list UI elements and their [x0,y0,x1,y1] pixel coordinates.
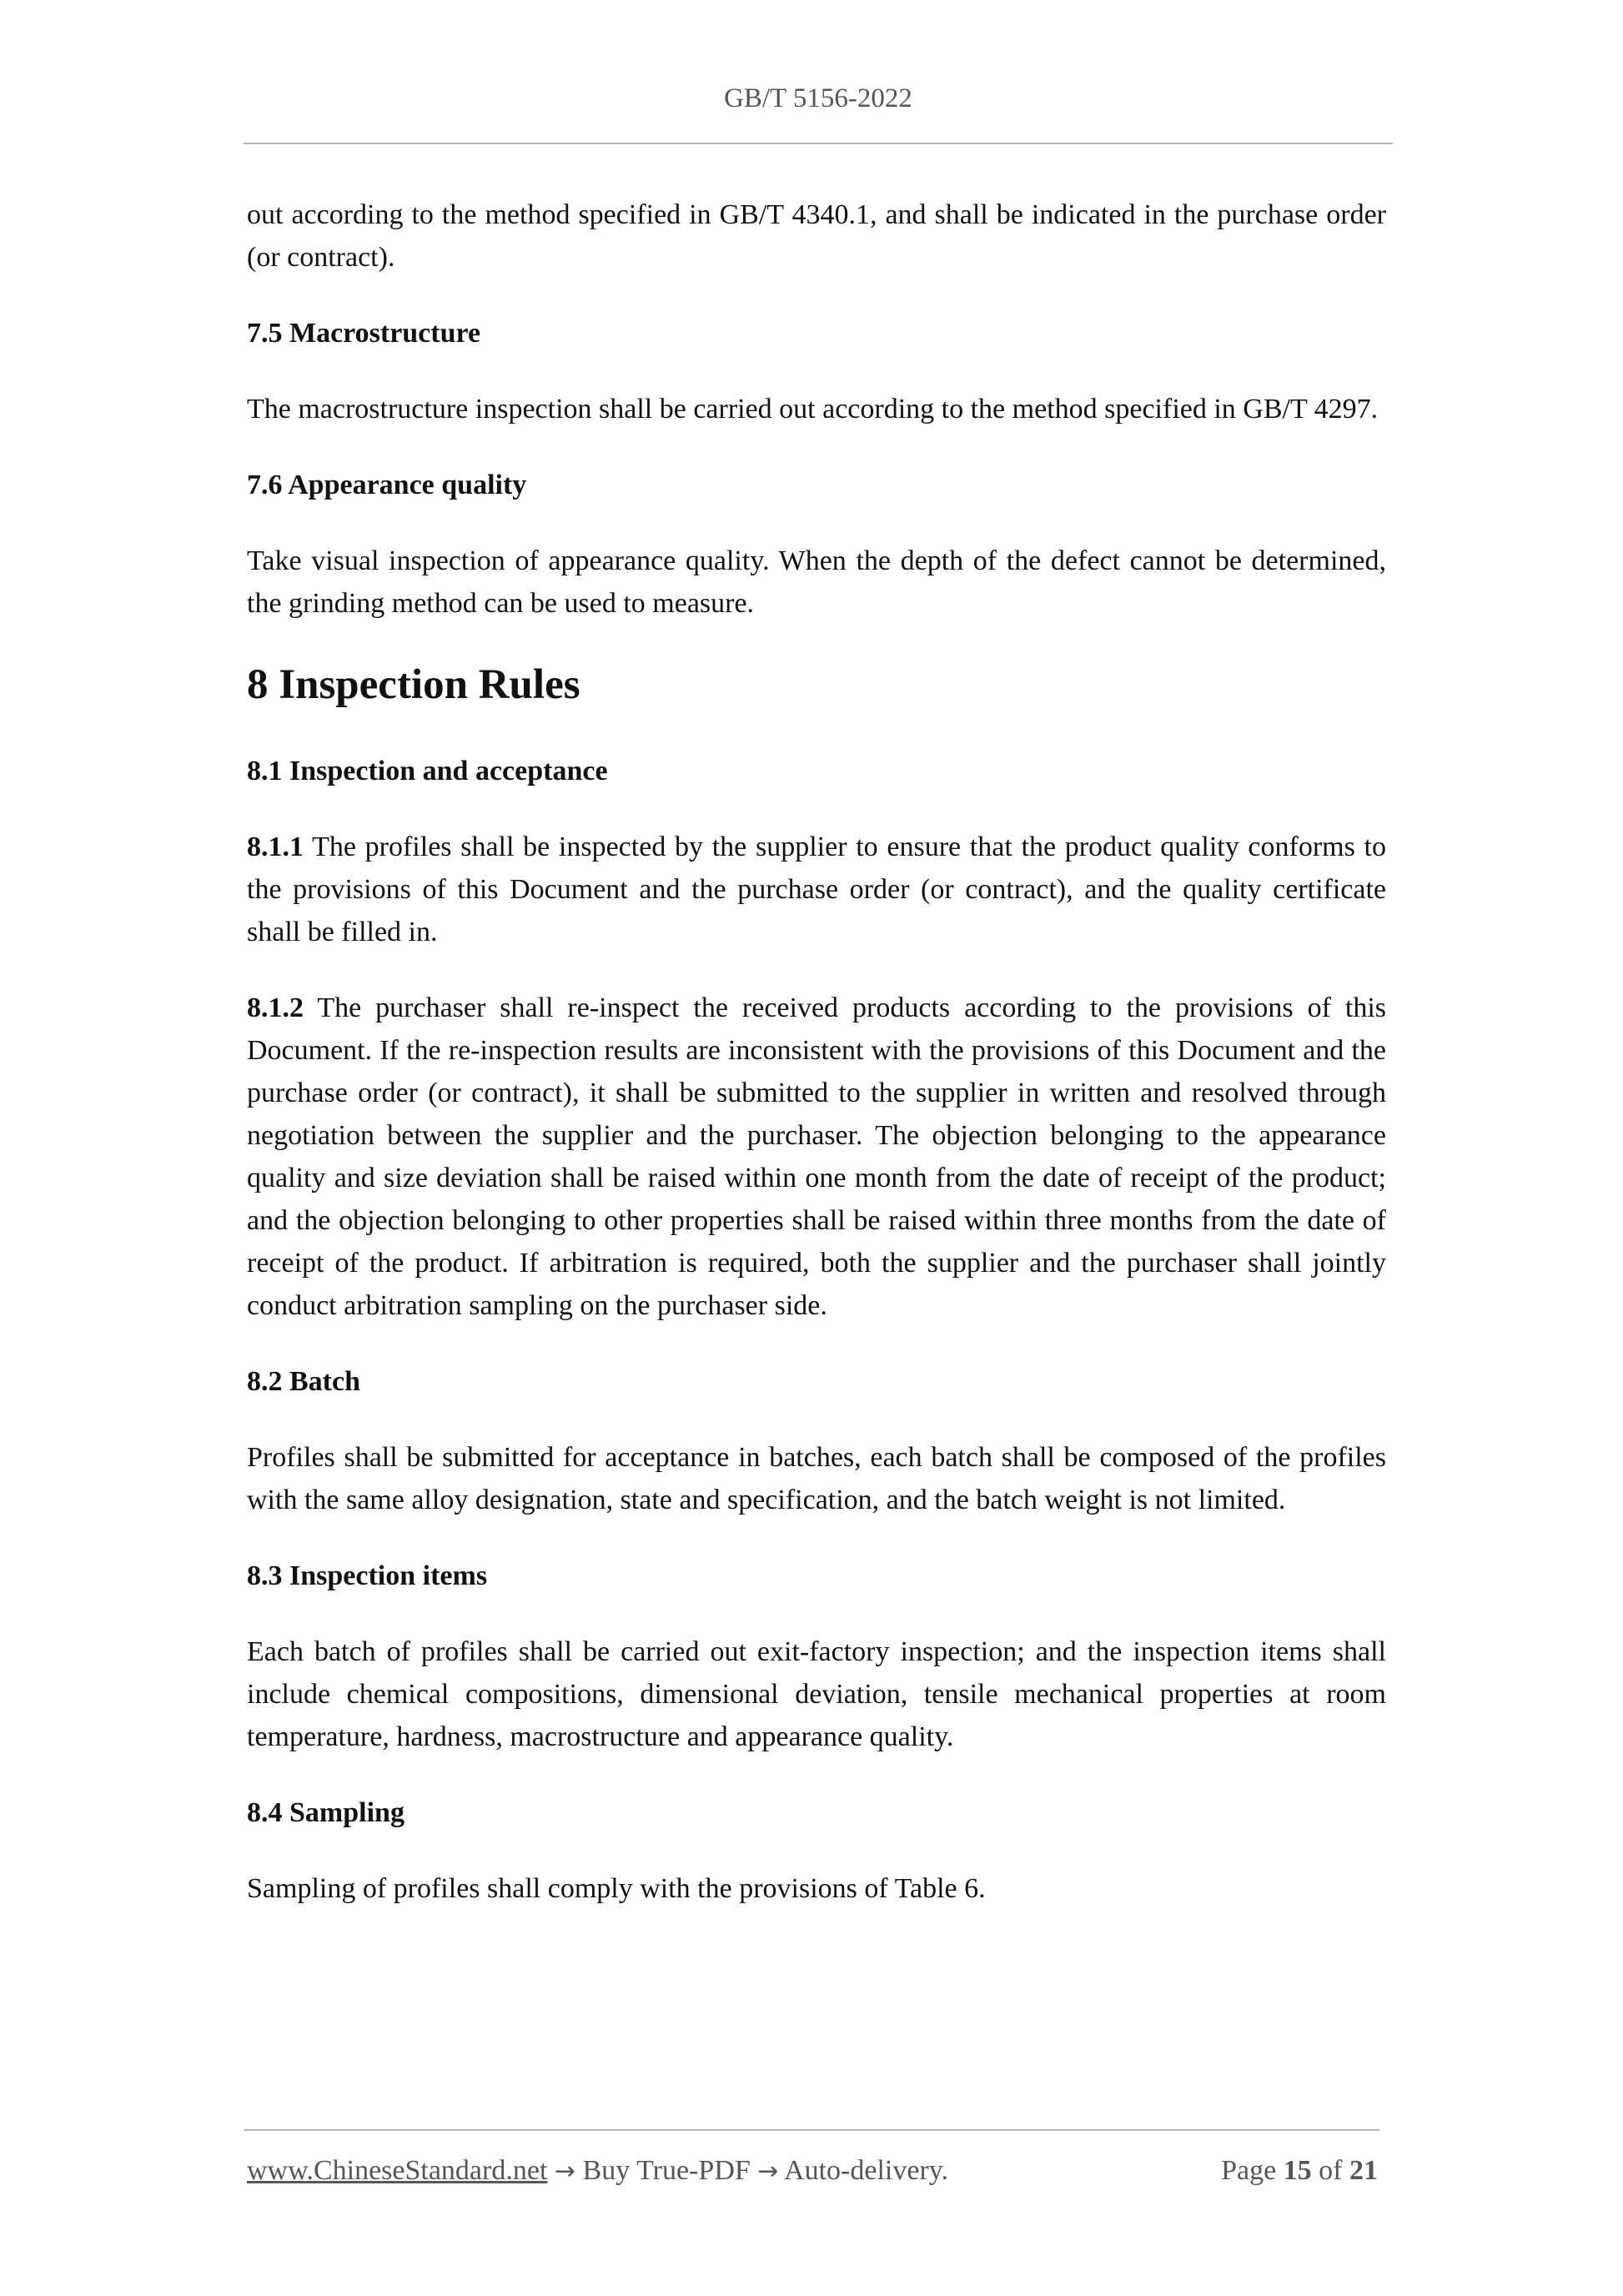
section-8-2-heading: 8.2 Batch [247,1366,360,1397]
page-label: Page [1221,2155,1284,2186]
header-divider [244,143,1393,144]
footer-promo [247,2150,948,2193]
section-7-5-heading: 7.5 Macrostructure [247,318,481,349]
clause-8-1-2-number: 8.1.2 [247,992,304,1023]
arrow-right-icon: → [757,2157,779,2186]
website-link[interactable]: www.ChineseStandard.net [247,2155,548,2186]
clause-8-1-2 [247,987,1386,1327]
document-body [247,193,1386,1943]
section-8-3-heading: 8.3 Inspection items [247,1560,488,1591]
buy-pdf-text: Buy True-PDF [575,2155,758,2186]
section-8-heading: 8 Inspection Rules [247,661,580,708]
footer-divider [244,2129,1379,2131]
current-page-number: 15 [1283,2155,1312,2186]
page-of-label: of [1311,2155,1349,2186]
clause-8-1-2-text: The purchaser shall re-inspect the received products according to the provisions of this Document. If the re-inspection results are inconsistent with the provisions of this Document and the purchase order (or contract), it shall be submitted to the supplier in written and resolved through negotiation between the supplier and the purchaser. The objection belonging to the appearance quality and size deviation shall be raised within one month from the date of receipt of the product; and the objection belonging to other properties shall be raised within three months from the date of receipt of the product. If arbitration is required, both the supplier and the purchaser shall jointly conduct arbitration sampling on the purchaser side. [247,992,1386,1321]
clause-8-1-1 [247,826,1386,953]
arrow-right-icon: → [554,2157,576,2186]
section-7-6-heading: 7.6 Appearance quality [247,470,527,500]
page-indicator [1221,2150,1378,2192]
document-header [244,82,1393,115]
auto-delivery-text: Auto-delivery. [778,2155,949,2186]
section-8-4-heading: 8.4 Sampling [247,1797,404,1828]
section-8-2-text: Profiles shall be submitted for acceptance in batches, each batch shall be composed of the profiles with the same alloy designation, state and specification, and the batch weight is not limited. [247,1442,1386,1515]
section-8-1-heading: 8.1 Inspection and acceptance [247,756,608,786]
section-8-3-text: Each batch of profiles shall be carried out exit-factory inspection; and the inspection items shall include chemical compositions, dimensional deviation, tensile mechanical properties at room temperature, hardness, macrostructure and appearance quality. [247,1636,1386,1752]
section-7-5-text: The macrostructure inspection shall be carried out according to the method specified in GB/T 4297. [247,394,1379,425]
clause-8-1-1-text: The profiles shall be inspected by the supplier to ensure that the product quality conforms to the provisions of this Document and the purchase order (or contract), and the quality certificate shall be filled in. [247,831,1386,947]
continuation-paragraph: out according to the method specified in GB/T 4340.1, and shall be indicated in the purchase order (or contract). [247,199,1386,273]
standard-code: GB/T 5156-2022 [724,83,912,113]
section-7-6-text: Take visual inspection of appearance quality. When the depth of the defect cannot be determined, the grinding method can be used to measure. [247,545,1386,619]
total-page-number: 21 [1349,2155,1378,2186]
section-8-4-text: Sampling of profiles shall comply with the provisions of Table 6. [247,1873,986,1904]
clause-8-1-1-number: 8.1.1 [247,831,304,862]
document-footer [247,2150,1378,2192]
